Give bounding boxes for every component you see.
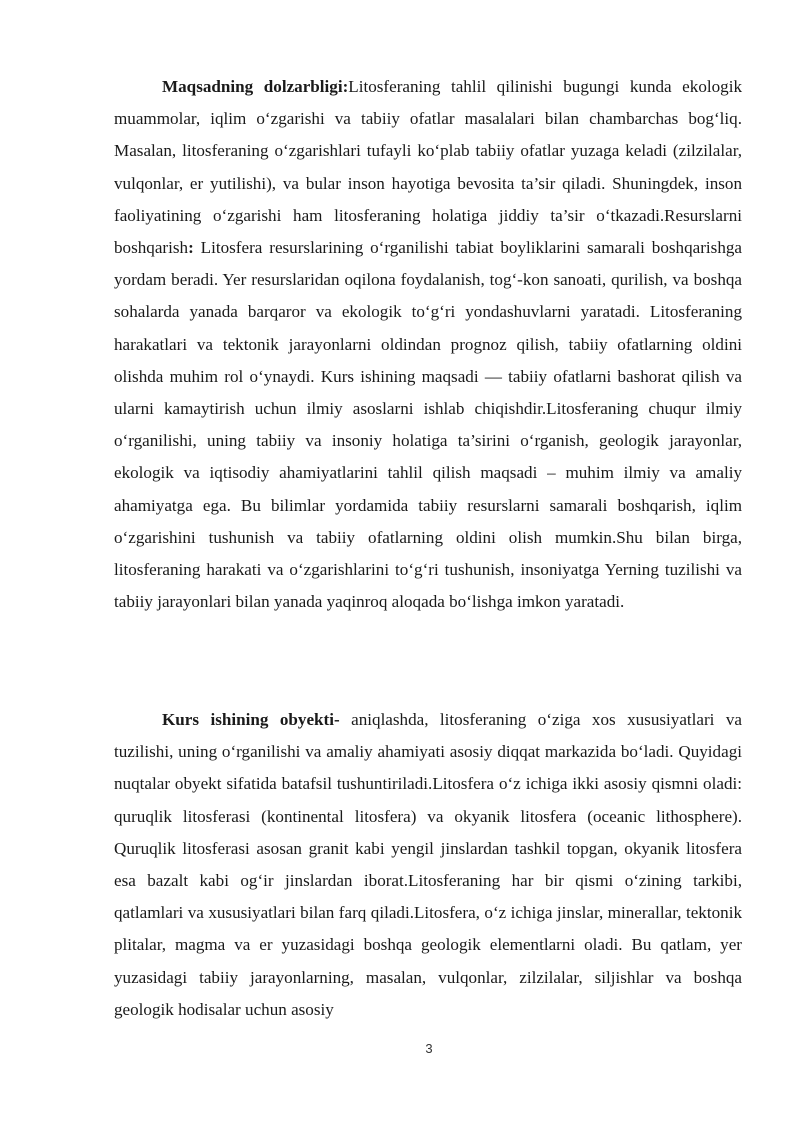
- object-heading: Kurs ishining obyekti-: [162, 710, 340, 729]
- paragraph-relevance-text: [114, 71, 742, 618]
- relevance-body-continued: Litosfera resurslarining o‘rganilishi tabiat boyliklarini samarali boshqarishga yordam beradi. Yer resurslaridan oqilona foydalanish, tog‘-kon sanoati, qurilish, va boshqa sohalarda yanada barqaror va ekologik to‘g‘ri yondashuvlarni yaratadi. Litosferaning harakatlari va tektonik jarayonlarni oldindan prognoz qilish, tabiiy ofatlarning oldini olishda muhim rol o‘ynaydi. Kurs ishining maqsadi — tabiiy ofatlarni bashorat qilish va ularni kamaytirish uchun ilmiy asoslarni ishlab chiqishdir.Litosferaning chuqur ilmiy o‘rganilishi, uning tabiiy va insoniy holatiga ta’sirini o‘rganish, geologik jarayonlar, ekologik va iqtisodiy ahamiyatlarini tahlil qilish maqsadi – muhim ilmiy va amaliy ahamiyatga ega. Bu bilimlar yordamida tabiiy resurslarni samarali boshqarish, iqlim o‘zgarishini tushunish va tabiiy ofatlarning oldini olish mumkin.Shu bilan birga, litosferaning harakati va o‘zgarishlarini to‘g‘ri tushunish, insoniyatga Yerning tuzilishi va tabiiy jarayonlari bilan yanada yaqinroq aloqada bo‘lishga imkon yaratadi.: [114, 238, 742, 612]
- paragraph-object-text: [114, 704, 742, 1026]
- paragraph-object: [114, 704, 742, 1026]
- paragraph-relevance: [114, 71, 742, 618]
- page-number: 3: [425, 1041, 433, 1056]
- relevance-colon: :: [188, 238, 194, 258]
- relevance-heading: Maqsadning dolzarbligi:: [162, 77, 349, 96]
- relevance-body: Litosferaning tahlil qilinishi bugungi kunda ekologik muammolar, iqlim o‘zgarishi va tabiiy ofatlar masalalari bilan chambarchas bog‘liq. Masalan, litosferaning o‘zgarishlari tufayli ko‘plab tabiiy ofatlar yuzaga keladi (zilzilalar, vulqonlar, er yutilishi), va bular inson hayotiga bevosita ta’sir qiladi. Shuningdek, inson faoliyatining o‘zgarishi ham litosferaning holatiga jiddiy ta’sir o‘tkazadi.Resurslarni boshqarish: [114, 77, 743, 258]
- object-body: aniqlashda, litosferaning o‘ziga xos xususiyatlari va tuzilishi, uning o‘rganilishi va amaliy ahamiyati asosiy diqqat markazida bo‘ladi. Quyidagi nuqtalar obyekt sifatida batafsil tushuntiriladi.Litosfera o‘z ichiga ikki asosiy qismni oladi: quruqlik litosferasi (kontinental litosfera) va okyanik litosfera (oceanic lithosphere). Quruqlik litosferasi asosan granit kabi yengil jinslardan tashkil topgan, okyanik litosfera esa bazalt kabi og‘ir jinslardan iborat.Litosferaning har bir qismi o‘zining tarkibi, qatlamlari va xususiyatlari bilan farq qiladi.Litosfera, o‘z ichiga jinslar, minerallar, tektonik plitalar, magma va er yuzasidagi boshqa geologik elementlarni oladi. Bu qatlam, yer yuzasidagi tabiiy jarayonlarning, masalan, vulqonlar, zilzilalar, siljishlar va boshqa geologik hodisalar uchun asosiy: [114, 710, 742, 1019]
